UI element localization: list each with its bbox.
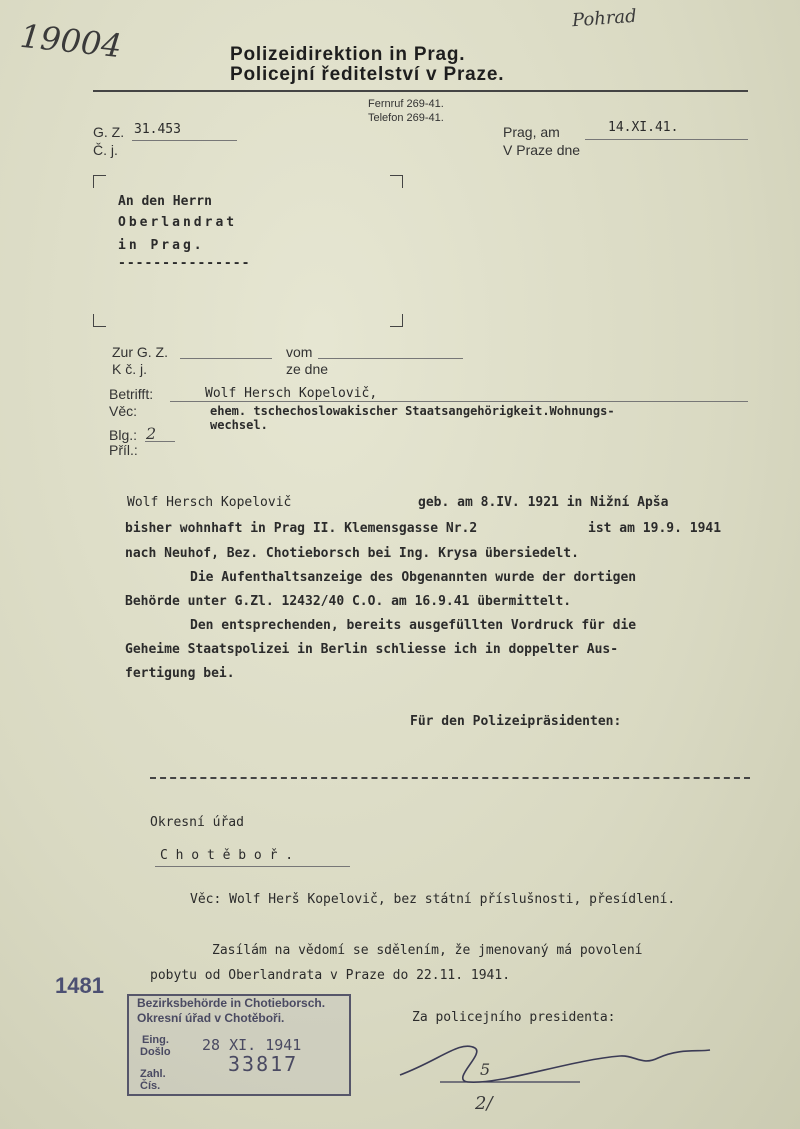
handwritten-top-right-note: Pohrad	[571, 5, 638, 32]
vec-value-line-1: ehem. tschechoslowakischer Staatsangehörigkeit.Wohnungs-	[210, 404, 615, 418]
body-p1-name: Wolf Hersch Kopelovič	[127, 495, 292, 510]
gz-label: G. Z.	[93, 124, 125, 140]
body-p1-birth: geb. am 8.IV. 1921 in Nižní Apša	[418, 495, 669, 510]
kcj-label: K č. j.	[112, 361, 148, 377]
blg-line	[145, 441, 175, 442]
body-p1-residence: bisher wohnhaft in Prag II. Klemensgasse Nr.2	[125, 521, 478, 536]
address-corner-tr	[390, 175, 403, 188]
czech-town-underline	[155, 866, 350, 867]
phone-german: Fernruf 269-41.	[368, 98, 444, 110]
body-p1-move: nach Neuhof, Bez. Chotieborsch bei Ing. Krysa übersiedelt.	[125, 546, 579, 561]
stamp-side-mark: 1481	[55, 973, 104, 998]
vom-label: vom	[286, 344, 313, 360]
letterhead-czech: Policejní ředitelství v Praze.	[230, 64, 505, 85]
body-p1-date: ist am 19.9. 1941	[588, 521, 722, 536]
letter-date: 14.XI.41.	[608, 120, 679, 135]
address-line-4: ---------------	[118, 256, 251, 271]
handwritten-archive-number: 19004	[18, 16, 124, 66]
stamp-number: 33817	[228, 1052, 299, 1076]
betrifft-label: Betrifft:	[109, 386, 154, 402]
zur-gz-label: Zur G. Z.	[112, 344, 168, 360]
section-divider	[150, 777, 750, 779]
vom-line	[318, 358, 463, 359]
address-line-1: An den Herrn	[118, 194, 212, 209]
body-p2-line-1: Die Aufenthaltsanzeige des Obgenannten wurde der dortigen	[190, 570, 637, 585]
pril-label: Příl.:	[109, 442, 138, 458]
gz-value: 31.453	[134, 122, 181, 137]
address-line-3: in Prag.	[118, 238, 205, 253]
stamp-line-1: Bezirksbehörde in Chotieborsch.	[137, 996, 326, 1010]
blg-label: Blg.:	[109, 427, 138, 443]
signature-scrawl	[380, 1030, 720, 1100]
date-line	[585, 139, 748, 140]
stamp-eing-label: Eing.	[142, 1034, 169, 1046]
address-corner-tl	[93, 175, 106, 188]
czech-subject: Věc: Wolf Herš Kopelovič, bez státní příslušnosti, přesídlení.	[190, 892, 676, 907]
stamp-date: 28 XI. 1941	[202, 1036, 302, 1054]
place-label-german: Prag, am	[503, 124, 560, 140]
body-p2-line-2: Behörde unter G.Zl. 12432/40 C.O. am 16.9.41 übermittelt.	[125, 594, 572, 609]
stamp-cis-label: Čís.	[140, 1080, 161, 1092]
vec-value-line-2: wechsel.	[210, 418, 268, 432]
stamp-line-2: Okresní úřad v Chotěboři.	[137, 1011, 285, 1025]
betrifft-line	[170, 401, 748, 402]
address-line-2: Oberlandrat	[118, 215, 238, 230]
signature-number: 5	[480, 1060, 491, 1079]
stamp-zahl-label: Zahl.	[140, 1068, 166, 1080]
body-p3-line-2: Geheime Staatspolizei in Berlin schliesse ich in doppelter Aus-	[125, 642, 619, 657]
czech-text-line-2: pobytu od Oberlandrata v Praze do 22.11. 1941.	[150, 968, 511, 983]
vec-label: Věc:	[109, 403, 138, 419]
gz-line	[132, 140, 237, 141]
czech-signoff: Za policejního presidenta:	[412, 1010, 616, 1025]
address-corner-bl	[93, 314, 106, 327]
zedne-label: ze dne	[286, 361, 329, 377]
czech-town: C h o t ě b o ř .	[160, 848, 294, 863]
blg-value: 2	[146, 424, 157, 443]
zur-gz-line	[180, 358, 272, 359]
stamp-doslo-label: Došlo	[140, 1046, 171, 1058]
closing-signature-line: Für den Polizeipräsidenten:	[410, 714, 622, 729]
body-p3-line-3: fertigung bei.	[125, 666, 235, 681]
cj-label: Č. j.	[93, 142, 118, 158]
place-label-czech: V Praze dne	[503, 142, 581, 158]
letterhead-rule	[93, 90, 748, 92]
czech-text-line-1: Zasílám na vědomí se sdělením, že jmenovaný má povolení	[212, 943, 643, 958]
betrifft-value: Wolf Hersch Kopelovič,	[205, 386, 378, 401]
handwritten-bottom-mark: 2/	[475, 1093, 493, 1114]
body-p3-line-1: Den entsprechenden, bereits ausgefüllten Vordruck für die	[190, 618, 637, 633]
phone-czech: Telefon 269-41.	[368, 112, 444, 124]
czech-office: Okresní úřad	[150, 815, 244, 830]
address-corner-br	[390, 314, 403, 327]
letterhead-german: Polizeidirektion in Prag.	[230, 44, 466, 65]
